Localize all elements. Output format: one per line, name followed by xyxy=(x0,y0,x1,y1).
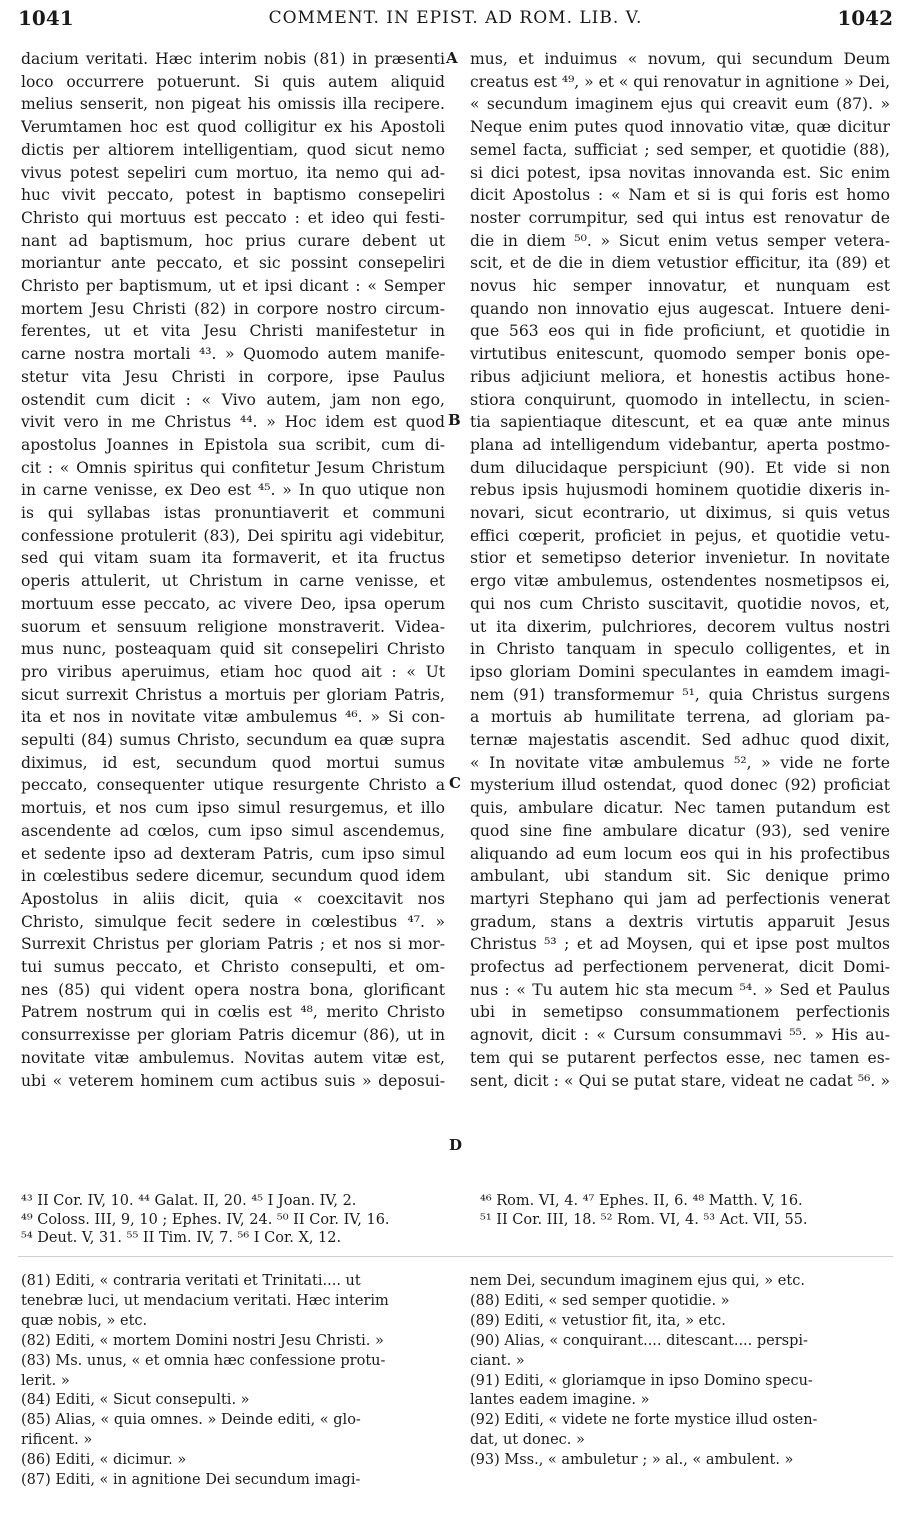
text-line: huc vivit peccato, potest in baptismo consepeliri xyxy=(21,186,445,205)
note-line: tenebræ luci, ut mendacium veritati. Hæc interim xyxy=(21,1292,389,1309)
text-line: Christus ⁵³ ; et ad Moysen, qui et ipse post multos xyxy=(470,935,890,954)
text-line: mus nunc, posteaquam quid sit consepeliri Christo xyxy=(21,640,445,659)
text-line: « In novitate vitæ ambulemus ⁵², » vide ne forte xyxy=(470,753,890,772)
text-line: ternæ majestatis ascendit. Sed adhuc quod dixit, xyxy=(470,731,890,749)
text-line: loco occurrere potuerunt. Si quis autem aliquid xyxy=(21,72,445,91)
text-line: virtutibus enitescunt, quomodo semper bonis ope- xyxy=(470,345,890,364)
text-line: martyri Stephano qui jam ad perfectionis venerat xyxy=(470,889,890,908)
note-line: (89) Editi, « vetustior fit, ita, » etc. xyxy=(470,1312,726,1329)
margin-letter-c: C xyxy=(449,774,461,792)
note-line: (86) Editi, « dicimur. » xyxy=(21,1452,187,1469)
text-line: aliquando ad eum locum eos qui in his profectibus xyxy=(470,844,890,863)
footnote-ref-line: ⁴⁹ Coloss. III, 9, 10 ; Ephes. IV, 24. ⁵⁰ II Cor. IV, 16. xyxy=(21,1211,390,1228)
note-line: (83) Ms. unus, « et omnia hæc confessione protu- xyxy=(21,1352,386,1369)
text-line: ostendit cum dicit : « Vivo autem, jam non ego, xyxy=(21,390,445,409)
note-line: (91) Editi, « gloriamque in ipso Domino specu- xyxy=(470,1372,813,1389)
footnote-ref-line: ⁴³ II Cor. IV, 10. ⁴⁴ Galat. II, 20. ⁴⁵ I Joan. IV, 2. xyxy=(21,1193,357,1209)
text-line: in cœlestibus sedere dicemur, secundum quod idem xyxy=(21,867,445,886)
text-line: ubi in semetipso consummationem perfectionis xyxy=(470,1003,890,1022)
text-line: que 563 eos qui in fide proficiunt, et quotidie in xyxy=(470,322,890,341)
text-line: profectus ad perfectionem pervenerat, dicit Domi- xyxy=(470,958,890,976)
text-line: stior et semetipso deterior invenietur. In novitate xyxy=(470,549,890,568)
text-line: dum dilucidaque perspiciunt (90). Et vide si non xyxy=(470,458,890,477)
note-line: (92) Editi, « videte ne forte mystice illud osten- xyxy=(470,1412,818,1429)
note-line: rificent. » xyxy=(21,1432,93,1449)
text-line: semel facta, sufficiat ; sed semper, et quotidie (88), xyxy=(470,140,890,159)
text-line: agnovit, dicit : « Cursum consummavi ⁵⁵. » His au- xyxy=(470,1026,890,1045)
footnote-ref-line: ⁵⁴ Deut. V, 31. ⁵⁵ II Tim. IV, 7. ⁵⁶ I Cor. X, 12. xyxy=(21,1230,342,1246)
text-line: novus hic semper innovatur, et nunquam est xyxy=(470,277,890,295)
text-line: diximus, id est, secundum quod mortui sumus xyxy=(21,753,445,772)
note-line: (82) Editi, « mortem Domini nostri Jesu Christi. » xyxy=(21,1332,384,1349)
text-line: stiora conquirunt, quomodo in intellectu, in scien- xyxy=(470,390,890,409)
text-line: suorum et sensuum religione monstraverit. Videa- xyxy=(21,617,445,636)
text-line: confessione protulerit (83), Dei spiritu agi videbitur, xyxy=(21,526,445,545)
text-line: ambulant, ubi standum sit. Sic denique primo xyxy=(470,867,890,886)
notes-divider xyxy=(18,1256,893,1257)
text-line: dacium veritati. Hæc interim nobis (81) in præsenti xyxy=(21,50,445,68)
text-line: « secundum imaginem ejus qui creavit eum (87). » xyxy=(470,95,890,114)
text-line: et sedente ipso ad dexteram Patris, cum ipso simul xyxy=(21,844,445,863)
footnote-ref-line: ⁵¹ II Cor. III, 18. ⁵² Rom. VI, 4. ⁵³ Act. VII, 55. xyxy=(480,1211,808,1228)
text-line: quis, ambulare dicatur. Nec tamen putandum est xyxy=(470,799,890,818)
text-line: tui sumus peccato, et Christo consepulti, et om- xyxy=(21,958,445,976)
text-line: ubi « veterem hominem cum actibus suis » deposui- xyxy=(21,1071,445,1090)
note-line: (93) Mss., « ambuletur ; » al., « ambulent. » xyxy=(470,1452,794,1469)
text-line: ergo vitæ ambulemus, ostendentes nosmetipsos ei, xyxy=(470,572,890,591)
note-line: (88) Editi, « sed semper quotidie. » xyxy=(470,1292,730,1309)
text-line: tem qui se putarent perfectos esse, nec tamen es- xyxy=(470,1048,890,1067)
text-line: mus, et induimus « novum, qui secundum Deum xyxy=(470,50,890,68)
text-line: scit, et de die in diem vetustior efficitur, ita (89) et xyxy=(470,254,890,273)
text-line: ut ita dixerim, pulchriores, decorem vultus nostri xyxy=(470,617,890,636)
note-line: ciant. » xyxy=(470,1352,525,1369)
text-line: nant ad baptismum, hoc prius curare debent ut xyxy=(21,231,445,250)
text-line: sent, dicit : « Qui se putat stare, videat ne cadat ⁵⁶. » xyxy=(470,1071,890,1090)
margin-letter-d: D xyxy=(449,1136,463,1154)
text-line: Patrem nostrum qui in cœlis est ⁴⁸, merito Christo xyxy=(21,1003,445,1022)
text-line: Christo, simulque fecit sedere in cœlestibus ⁴⁷. » xyxy=(21,912,445,931)
text-line: novitate vitæ ambulemus. Novitas autem vitæ est, xyxy=(21,1048,445,1067)
text-line: melius senserit, non pigeat his omissis illa recipere. xyxy=(21,95,445,114)
text-line: Surrexit Christus per gloriam Patris ; et nos si mor- xyxy=(21,935,445,954)
text-line: carne nostra mortali ⁴³. » Quomodo autem manife- xyxy=(21,345,445,364)
text-line: effici cœperit, proficiet in pejus, et quotidie vetu- xyxy=(470,526,890,545)
text-line: vivus potest sepeliri cum mortuo, ita nemo qui ad- xyxy=(21,163,445,182)
text-line: quod sine fine ambulare dicatur (93), sed venire xyxy=(470,821,890,840)
text-line: nem (91) transformemur ⁵¹, quia Christus surgens xyxy=(470,685,890,704)
page-number-left: 1041 xyxy=(18,6,74,30)
text-line: peccato, consequenter utique resurgente Christo a xyxy=(21,776,445,795)
note-line: (84) Editi, « Sicut consepulti. » xyxy=(21,1392,250,1409)
text-line: sepulti (84) sumus Christo, secundum ea quæ supra xyxy=(21,731,445,749)
text-line: dictis per altiorem intelligentiam, quod sicut nemo xyxy=(21,140,445,159)
text-line: plana ad intelligendum videbantur, aperta postmo- xyxy=(470,435,890,454)
text-line: consurrexisse per gloriam Patris dicemur (86), ut in xyxy=(21,1026,445,1045)
text-line: a mortuis ab humilitate terrena, ad gloriam pa- xyxy=(470,708,890,727)
note-line: quæ nobis, » etc. xyxy=(21,1312,148,1329)
text-line: creatus est ⁴⁹, » et « qui renovatur in agnitione » Dei, xyxy=(470,72,890,91)
note-line: (85) Alias, « quia omnes. » Deinde editi, « glo- xyxy=(21,1412,361,1429)
text-line: tia sapientiaque ditescunt, et ea quæ ante minus xyxy=(470,413,890,432)
text-line: in Christo tanquam in speculo colligentes, et in xyxy=(470,640,890,659)
margin-letter-b: B xyxy=(448,411,461,429)
text-line: is qui syllabas istas pronuntiaverit et communi xyxy=(21,504,445,522)
page-number-right: 1042 xyxy=(837,6,893,30)
text-line: stetur vita Jesu Christi in corpore, ipse Paulus xyxy=(21,367,445,386)
text-line: ribus adjiciunt meliora, et honestis actibus hone- xyxy=(470,367,890,386)
text-line: apostolus Joannes in Epistola sua scribit, cum di- xyxy=(21,435,445,454)
text-line: pro viribus aperuimus, etiam hoc quod ait : « Ut xyxy=(21,662,445,681)
text-line: Neque enim putes quod innovatio vitæ, quæ dicitur xyxy=(470,118,890,137)
note-line: (87) Editi, « in agnitione Dei secundum imagi- xyxy=(21,1472,361,1488)
text-line: mortem Jesu Christi (82) in corpore nostro circum- xyxy=(21,299,445,318)
note-line: lantes eadem imagine. » xyxy=(470,1392,650,1409)
text-line: vivit vero in me Christus ⁴⁴. » Hoc idem est quod xyxy=(21,413,445,432)
note-line: nem Dei, secundum imaginem ejus qui, » etc. xyxy=(470,1273,805,1289)
text-line: die in diem ⁵⁰. » Sicut enim vetus semper vetera- xyxy=(470,231,890,250)
note-line: dat, ut donec. » xyxy=(470,1432,585,1449)
running-title: COMMENT. IN EPIST. AD ROM. LIB. V. xyxy=(268,8,643,28)
text-line: Christo per baptismum, ut et ipsi dicant : « Semper xyxy=(21,277,445,295)
running-header xyxy=(18,6,893,34)
text-line: gradum, stans a dextris virtutis apparuit Jesus xyxy=(470,912,890,931)
text-line: moriantur ante peccato, et sic possint consepeliri xyxy=(21,254,445,273)
text-line: Verumtamen hoc est quod colligitur ex his Apostoli xyxy=(21,118,445,137)
text-line: operis attulerit, ut Christum in carne venisse, et xyxy=(21,572,445,591)
text-line: qui nos cum Christo suscitavit, quotidie novos, et, xyxy=(470,594,890,613)
text-line: mortuis, et nos cum ipso simul resurgemus, et illo xyxy=(21,799,445,818)
text-line: ipso gloriam Domini speculantes in eamdem imagi- xyxy=(470,662,890,681)
note-line: (90) Alias, « conquirant.... ditescant.... perspi- xyxy=(470,1332,808,1349)
text-line: ascendente ad cœlos, cum ipso simul ascendemus, xyxy=(21,821,445,840)
note-line: (81) Editi, « contraria veritati et Trinitati.... ut xyxy=(21,1273,361,1289)
text-line: quando non innovatio ejus augescat. Intuere deni- xyxy=(470,299,890,318)
text-line: noster corrumpitur, sed qui intus est renovatur de xyxy=(470,208,890,227)
text-line: in carne venisse, ex Deo est ⁴⁵. » In quo utique non xyxy=(21,481,445,500)
text-line: mortuum esse peccato, ac vivere Deo, ipsa operum xyxy=(21,594,445,613)
text-line: ita et nos in novitate vitæ ambulemus ⁴⁶. » Si con- xyxy=(21,708,445,727)
text-line: ferentes, ut et vita Jesu Christi manifestetur in xyxy=(21,322,445,341)
text-line: mysterium illud ostendat, quod donec (92) proficiat xyxy=(470,776,890,795)
text-line: dicit Apostolus : « Nam et si is qui foris est homo xyxy=(470,186,890,205)
text-line: Christo qui mortuus est peccato : et ideo qui festi- xyxy=(21,208,445,227)
text-line: sicut surrexit Christus a mortuis per gloriam Patris, xyxy=(21,685,445,704)
text-line: nus : « Tu autem hic sta mecum ⁵⁴. » Sed et Paulus xyxy=(470,980,890,999)
margin-letter-a: A xyxy=(446,49,458,67)
text-line: rebus ipsis hujusmodi hominem quotidie dixeris in- xyxy=(470,481,890,500)
text-line: si dici potest, ipsa novitas innovanda est. Sic enim xyxy=(470,163,890,182)
text-line: nes (85) qui vident opera nostra bona, glorificant xyxy=(21,980,445,999)
note-line: lerit. » xyxy=(21,1372,70,1389)
text-line: sed qui vitam suam ita formaverit, et ita fructus xyxy=(21,549,445,568)
footnote-ref-line: ⁴⁶ Rom. VI, 4. ⁴⁷ Ephes. II, 6. ⁴⁸ Matth. V, 16. xyxy=(480,1193,803,1209)
text-line: Apostolus in aliis dicit, quia « coexcitavit nos xyxy=(21,889,445,908)
text-line: cit : « Omnis spiritus qui confitetur Jesum Christum xyxy=(21,458,445,477)
text-line: novari, sicut econtrario, ut diximus, si quis vetus xyxy=(470,504,890,522)
